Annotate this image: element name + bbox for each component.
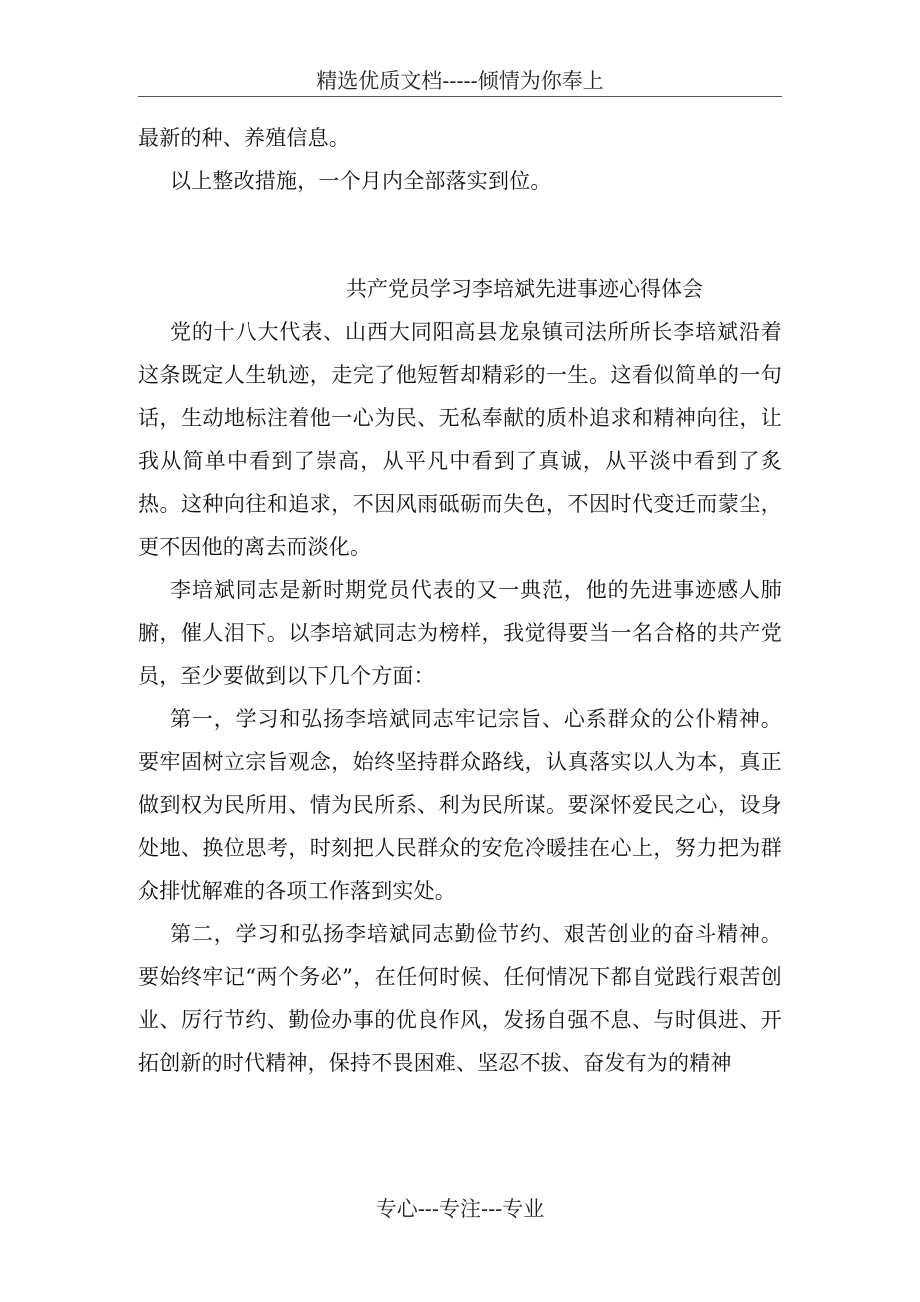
article-paragraph-4: 第二，学习和弘扬李培斌同志勤俭节约、艰苦创业的奋斗精神。要始终牢记“两个务必”，在任何时候、任何情况下都自觉践行艰苦创业、厉行节约、勤俭办事的优良作风，发扬自强不息、与时俱进、开拓创新的时代精神，保持不畏困难、坚忍不拔、奋发有为的精神 — [138, 922, 782, 1075]
article-title: 共产党员学习李培斌先进事迹心得体会 — [346, 277, 703, 301]
continuation-line-2: 以上整改措施，一个月内全部落实到位。 — [170, 169, 552, 193]
article-paragraph-2: 李培斌同志是新时期党员代表的又一典范，他的先进事迹感人肺腑，催人泪下。以李培斌同志为榜样，我觉得要当一名合格的共产党员，至少要做到以下几个方面： — [138, 578, 782, 688]
article-paragraph-3: 第一，学习和弘扬李培斌同志牢记宗旨、心系群众的公仆精神。要牢固树立宗旨观念，始终坚持群众路线，认真落实以人为本，真正做到权为民所用、情为民所系、利为民所谋。要深怀爱民之心，设身处地、换位思考，时刻把人民群众的安危冷暖挂在心上，努力把为群众排忧解难的各项工作落到实处。 — [138, 707, 782, 903]
header-divider — [138, 96, 782, 97]
page-footer: 专心---专注---专业 — [375, 1197, 545, 1221]
page-header: 精选优质文档-----倾情为你奉上 — [316, 69, 604, 93]
continuation-line-1: 最新的种、养殖信息。 — [138, 126, 350, 150]
article-paragraph-1: 党的十八大代表、山西大同阳高县龙泉镇司法所所长李培斌沿着这条既定人生轨迹，走完了他短暂却精彩的一生。这看似简单的一句话，生动地标注着他一心为民、无私奉献的质朴追求和精神向往，让我从简单中看到了崇高，从平凡中看到了真诚，从平淡中看到了炙热。这种向往和追求，不因风雨砥砺而失色，不因时代变迁而蒙尘，更不因他的离去而淡化。 — [138, 320, 782, 559]
document-body — [138, 117, 782, 1085]
section-spacer — [138, 203, 782, 268]
